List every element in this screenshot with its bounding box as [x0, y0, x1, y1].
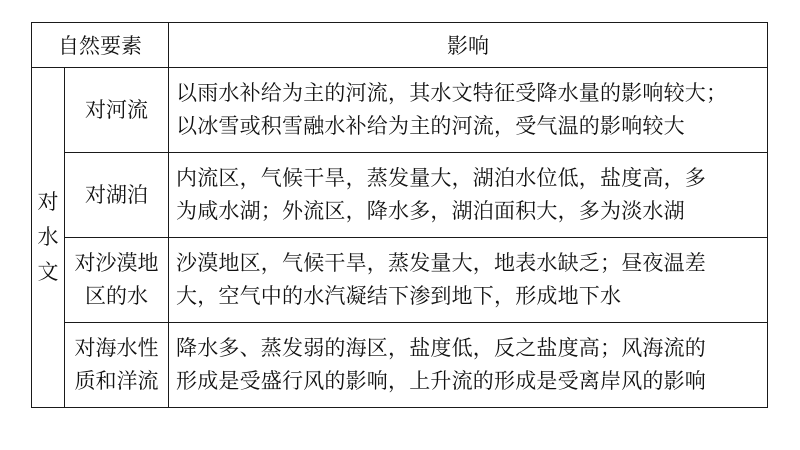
description-desert-water: [169, 238, 768, 323]
category-line: 对湖泊: [85, 182, 148, 207]
description-line: 降水多、蒸发弱的海区，盐度低，反之盐度高；风海流的: [176, 336, 706, 360]
group-label-char: 对: [37, 190, 59, 214]
category-river: [65, 68, 169, 153]
description-line: 形成是受盛行风的影响，上升流的形成是受离岸风的影响: [176, 369, 706, 393]
header-influence: 影响: [169, 23, 768, 68]
table-row: [32, 153, 768, 238]
description-lake: [169, 153, 768, 238]
description-line: 以雨水补给为主的河流，其水文特征受降水量的影响较大；: [176, 81, 728, 105]
group-label-char: 文: [37, 260, 59, 284]
category-line: 对海水性: [74, 336, 159, 360]
category-line: 对沙漠地: [74, 251, 159, 275]
hydrology-influence-table: [31, 22, 768, 408]
category-line: 区的水: [85, 284, 148, 308]
category-seawater-currents: [65, 323, 169, 408]
group-label-hydrology: [32, 68, 65, 408]
category-line: 质和洋流: [74, 369, 159, 393]
category-line: 对河流: [85, 97, 148, 122]
description-line: 沙漠地区，气候干旱，蒸发量大，地表水缺乏；昼夜温差: [176, 251, 706, 275]
header-element: 自然要素: [32, 23, 169, 68]
description-line: 为咸水湖；外流区，降水多，湖泊面积大，多为淡水湖: [176, 199, 685, 223]
category-lake: [65, 153, 169, 238]
description-seawater-currents: [169, 323, 768, 408]
table-row: [32, 238, 768, 323]
table-header-row: [32, 23, 768, 68]
description-line: 大，空气中的水汽凝结下渗到地下，形成地下水: [176, 284, 622, 308]
table-row: [32, 68, 768, 153]
description-line: 以冰雪或积雪融水补给为主的河流，受气温的影响较大: [176, 114, 685, 138]
table-row: [32, 323, 768, 408]
group-label-char: 水: [37, 225, 59, 249]
description-river: [169, 68, 768, 153]
category-desert-water: [65, 238, 169, 323]
description-line: 内流区，气候干旱，蒸发量大，湖泊水位低，盐度高，多: [176, 166, 706, 190]
